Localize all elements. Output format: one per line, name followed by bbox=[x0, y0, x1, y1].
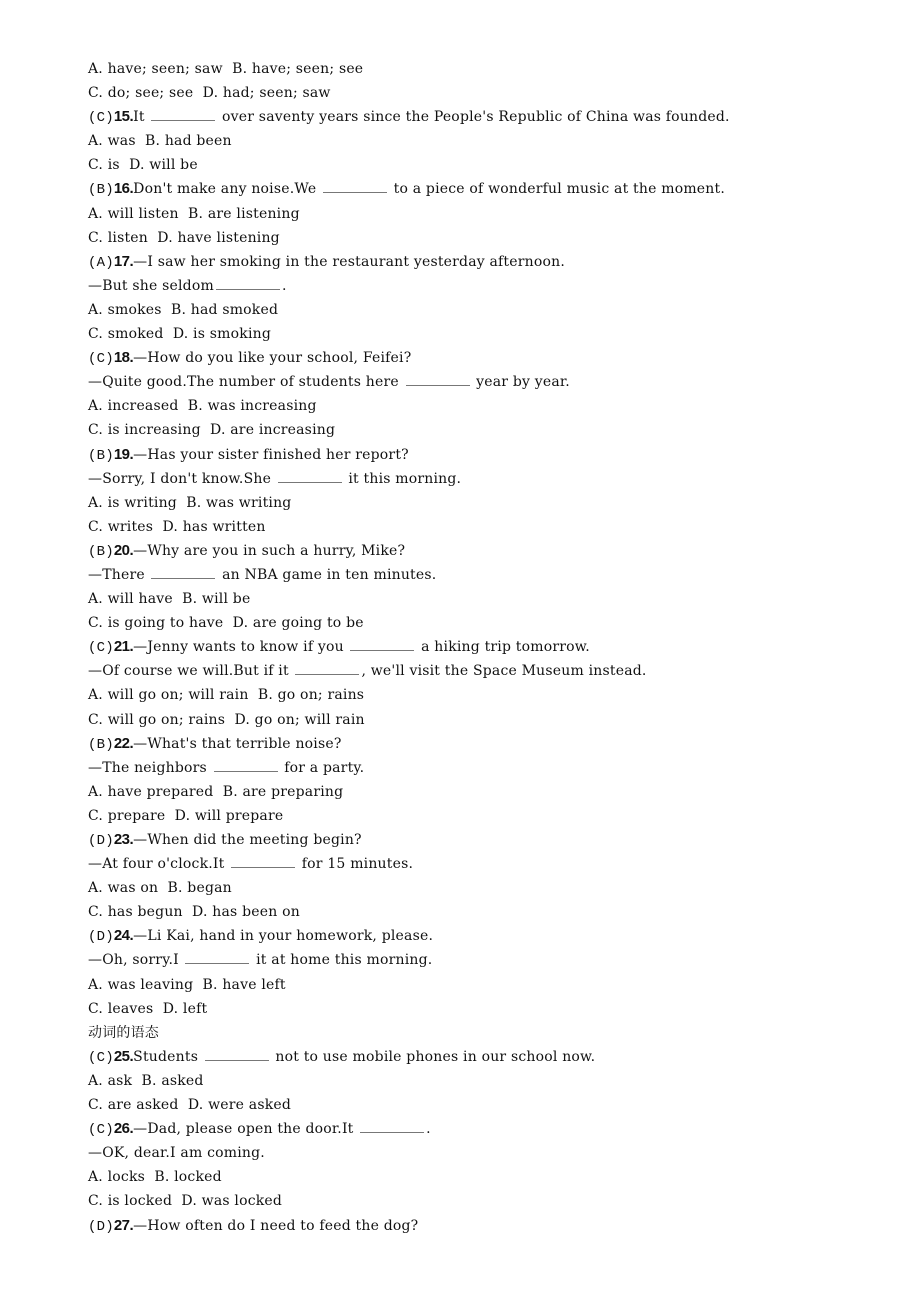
answer-options: C. will go on; rains D. go on; will rain bbox=[88, 711, 365, 728]
question-number: 16. bbox=[113, 180, 134, 198]
answer-options: A. will listen B. are listening bbox=[88, 205, 300, 222]
text-before-blank: —Li Kai, hand in your homework, please. bbox=[133, 928, 434, 945]
answer-options: C. smoked D. is smoking bbox=[88, 326, 271, 343]
text-before-blank: —When did the meeting begin? bbox=[133, 832, 362, 848]
question-number: 17. bbox=[113, 252, 134, 270]
answer-options: C. prepare D. will prepare bbox=[88, 807, 284, 824]
answer-key: (D) bbox=[88, 833, 114, 849]
question-number: 20. bbox=[113, 541, 134, 559]
question-stem bbox=[88, 443, 868, 467]
text-before-blank: —Has your sister finished her report? bbox=[133, 446, 409, 463]
text-after-blank: year by year. bbox=[471, 374, 570, 391]
question-stem bbox=[88, 732, 868, 756]
answer-key: (B) bbox=[88, 182, 114, 199]
text-before-blank: —But she seldom bbox=[88, 277, 214, 294]
text-before-blank: —Quite good.The number of students here bbox=[88, 374, 404, 391]
text-after-blank: . bbox=[281, 277, 287, 294]
text-after-blank: over saventy years since the People's Republic of China was founded. bbox=[217, 109, 730, 126]
dialog-line bbox=[88, 948, 868, 972]
text-before-blank: —Dad, please open the door.It bbox=[133, 1121, 359, 1138]
answer-options: A. ask B. asked bbox=[88, 1072, 204, 1089]
question-number: 26. bbox=[113, 1120, 134, 1138]
question-stem bbox=[88, 105, 868, 129]
answer-options: A. will go on; will rain B. go on; rains bbox=[88, 687, 365, 704]
text-after-blank: for a party. bbox=[279, 759, 365, 776]
answer-options: A. increased B. was increasing bbox=[88, 398, 317, 415]
question-stem bbox=[88, 177, 868, 201]
answer-key: (B) bbox=[88, 543, 114, 560]
dialog-line bbox=[88, 1141, 868, 1165]
dialog-line bbox=[88, 756, 868, 780]
question-stem bbox=[88, 346, 868, 370]
answer-options: A. was B. had been bbox=[88, 133, 232, 150]
question-number: 15. bbox=[113, 108, 134, 126]
answer-key: (C) bbox=[88, 640, 114, 657]
text-after-blank: not to use mobile phones in our school now. bbox=[270, 1048, 596, 1065]
answer-options: A. have prepared B. are preparing bbox=[88, 783, 344, 800]
fill-in-blank bbox=[278, 468, 342, 483]
answer-key: (B) bbox=[88, 736, 114, 753]
dialog-line bbox=[88, 370, 868, 394]
worksheet-page bbox=[88, 57, 868, 1238]
answer-key: (C) bbox=[88, 351, 114, 368]
text-before-blank: It bbox=[133, 109, 150, 126]
answer-options: C. is locked D. was locked bbox=[88, 1193, 283, 1210]
dialog-line bbox=[88, 563, 868, 587]
answer-options: A. smokes B. had smoked bbox=[88, 301, 279, 318]
question-stem bbox=[88, 250, 868, 274]
question-number: 18. bbox=[113, 349, 134, 367]
text-before-blank: —At four o'clock.It bbox=[88, 856, 230, 873]
answer-options: C. is increasing D. are increasing bbox=[88, 422, 336, 439]
answer-options: C. do; see; see D. had; seen; saw bbox=[88, 85, 331, 102]
answer-options: C. leaves D. left bbox=[88, 1000, 208, 1017]
question-stem bbox=[88, 828, 868, 852]
dialog-line bbox=[88, 659, 868, 683]
answer-options: A. have; seen; saw B. have; seen; see bbox=[88, 61, 364, 77]
fill-in-blank bbox=[360, 1118, 424, 1133]
fill-in-blank bbox=[406, 371, 470, 386]
text-before-blank: —Jenny wants to know if you bbox=[133, 639, 349, 656]
text-before-blank: —How often do I need to feed the dog? bbox=[133, 1217, 419, 1234]
answer-options: A. locks B. locked bbox=[88, 1169, 222, 1186]
text-before-blank: —OK, dear.I am coming. bbox=[88, 1145, 265, 1162]
question-number: 22. bbox=[113, 734, 134, 752]
answer-key: (A) bbox=[88, 254, 114, 271]
fill-in-blank bbox=[151, 106, 215, 121]
answer-options: A. is writing B. was writing bbox=[88, 494, 292, 511]
text-after-blank: a hiking trip tomorrow. bbox=[416, 639, 590, 656]
text-after-blank: to a piece of wonderful music at the moment. bbox=[388, 181, 725, 198]
fill-in-blank bbox=[214, 757, 278, 772]
question-stem bbox=[88, 635, 868, 659]
fill-in-blank bbox=[185, 949, 249, 964]
answer-options: C. writes D. has written bbox=[88, 518, 266, 535]
question-number: 21. bbox=[113, 638, 134, 656]
text-before-blank: —Oh, sorry.I bbox=[88, 952, 184, 969]
answer-options: A. was leaving B. have left bbox=[88, 976, 286, 993]
question-stem bbox=[88, 1214, 868, 1238]
text-before-blank: —The neighbors bbox=[88, 759, 212, 776]
section-heading: 动词的语态 bbox=[88, 1024, 159, 1041]
text-before-blank: —Sorry, I don't know.She bbox=[88, 470, 276, 487]
text-before-blank: Don't make any noise.We bbox=[133, 181, 321, 198]
fill-in-blank bbox=[295, 660, 359, 675]
answer-key: (C) bbox=[88, 110, 114, 127]
fill-in-blank bbox=[350, 636, 414, 651]
text-after-blank: , we'll visit the Space Museum instead. bbox=[361, 663, 647, 680]
answer-key: (D) bbox=[88, 929, 114, 946]
answer-options: C. are asked D. were asked bbox=[88, 1097, 292, 1114]
text-after-blank: it at home this morning. bbox=[251, 952, 433, 969]
fill-in-blank bbox=[231, 853, 295, 868]
text-after-blank: . bbox=[426, 1121, 431, 1138]
answer-options: A. will have B. will be bbox=[88, 591, 251, 608]
question-number: 24. bbox=[113, 927, 134, 945]
text-before-blank: —What's that terrible noise? bbox=[133, 735, 342, 752]
question-number: 23. bbox=[113, 831, 134, 848]
question-stem bbox=[88, 924, 868, 948]
dialog-line bbox=[88, 467, 868, 491]
question-number: 19. bbox=[113, 445, 134, 463]
question-stem bbox=[88, 1045, 868, 1069]
text-before-blank: —How do you like your school, Feifei? bbox=[133, 350, 412, 367]
answer-options: C. is going to have D. are going to be bbox=[88, 615, 364, 632]
dialog-line bbox=[88, 274, 868, 298]
answer-options: C. has begun D. has been on bbox=[88, 904, 300, 921]
text-after-blank: an NBA game in ten minutes. bbox=[217, 566, 437, 583]
fill-in-blank bbox=[323, 178, 387, 193]
text-before-blank: —There bbox=[88, 566, 150, 583]
answer-key: (C) bbox=[88, 1122, 114, 1139]
answer-options: A. was on B. began bbox=[88, 880, 232, 897]
question-stem bbox=[88, 1117, 868, 1141]
text-before-blank: Students bbox=[133, 1048, 203, 1065]
text-before-blank: —Of course we will.But if it bbox=[88, 663, 294, 680]
answer-options: C. is D. will be bbox=[88, 157, 198, 174]
answer-key: (B) bbox=[88, 447, 114, 464]
fill-in-blank bbox=[205, 1046, 269, 1061]
answer-options: C. listen D. have listening bbox=[88, 229, 280, 246]
question-number: 25. bbox=[113, 1047, 134, 1065]
dialog-line bbox=[88, 852, 868, 876]
text-after-blank: it this morning. bbox=[343, 470, 462, 487]
question-number: 27. bbox=[113, 1216, 134, 1234]
text-before-blank: —I saw her smoking in the restaurant yesterday afternoon. bbox=[133, 253, 565, 270]
question-stem bbox=[88, 539, 868, 563]
fill-in-blank bbox=[216, 275, 280, 290]
fill-in-blank bbox=[151, 564, 215, 579]
answer-key: (D) bbox=[88, 1218, 114, 1235]
answer-key: (C) bbox=[88, 1049, 114, 1066]
text-before-blank: —Why are you in such a hurry, Mike? bbox=[133, 542, 406, 559]
text-after-blank: for 15 minutes. bbox=[297, 856, 414, 873]
